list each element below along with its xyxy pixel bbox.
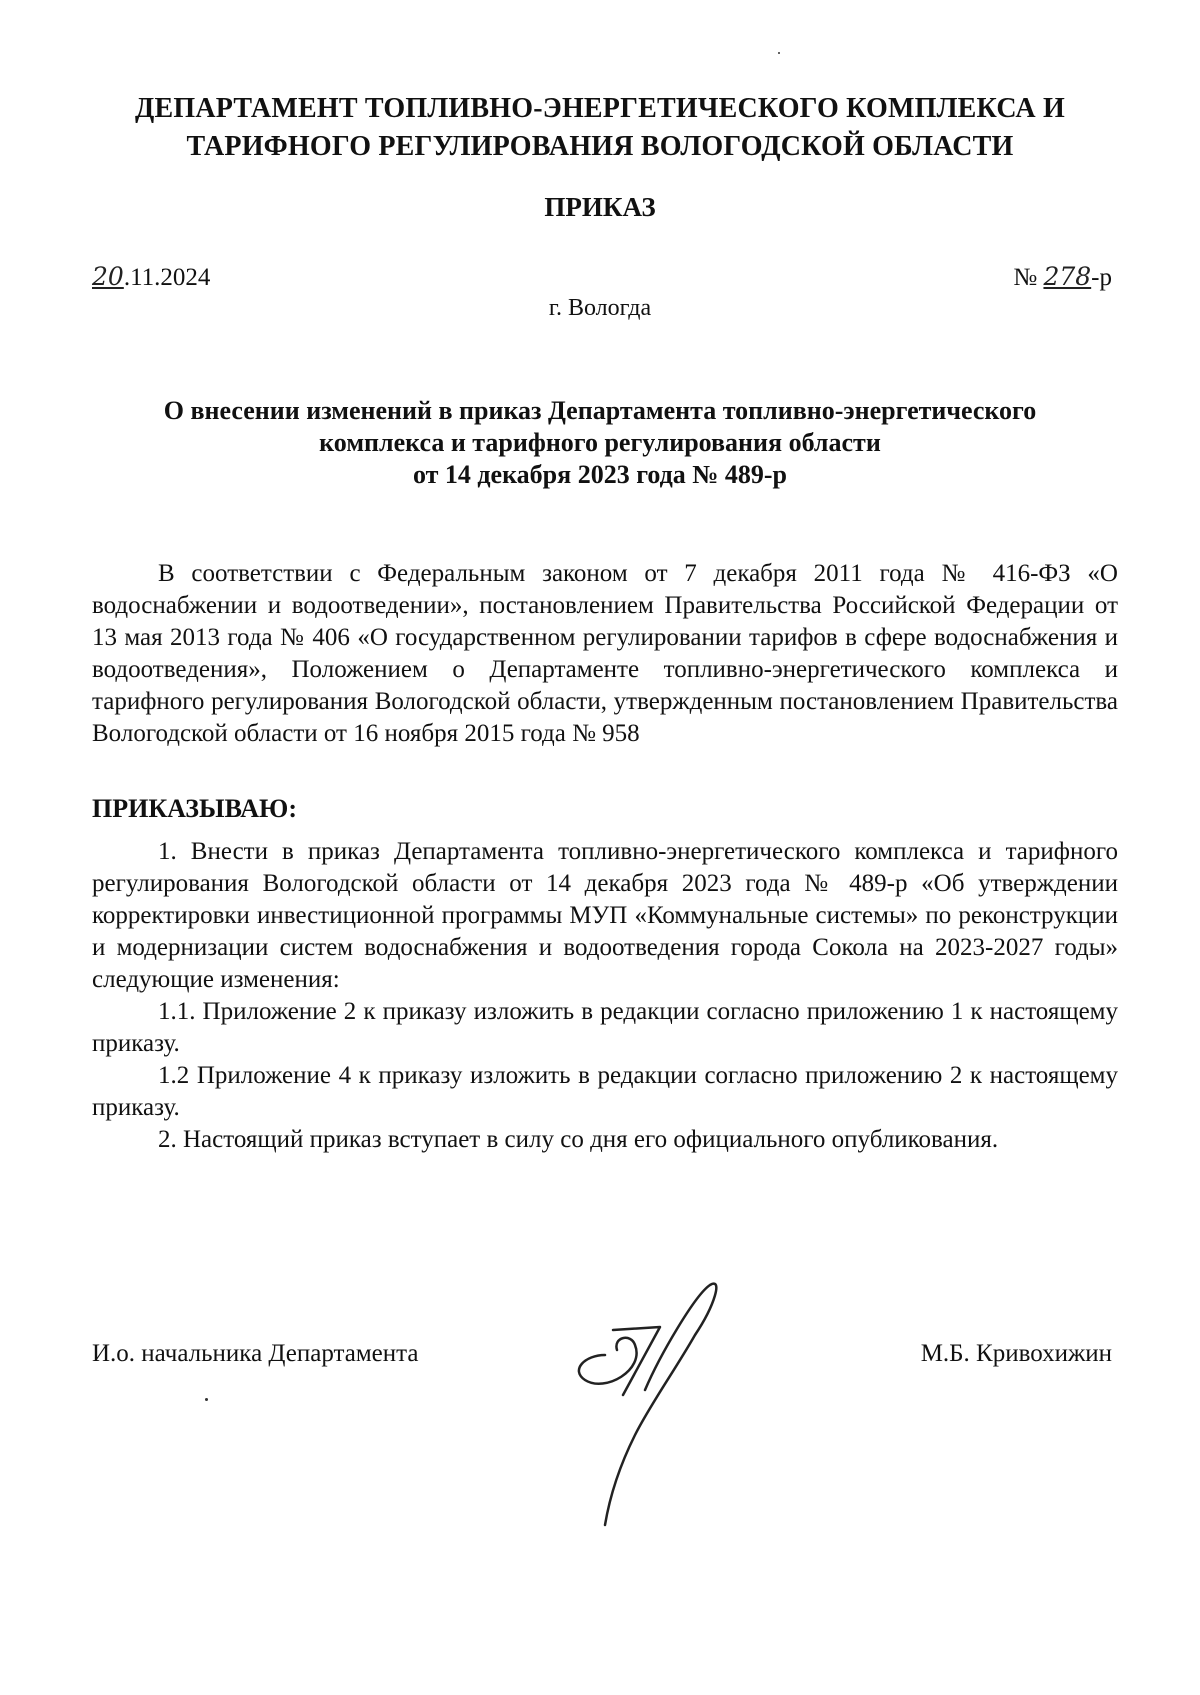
date-printed: .11.2024 — [123, 264, 211, 291]
order-item-2: 2. Настоящий приказ вступает в силу со дня его официального опубликования. — [158, 1126, 999, 1153]
order-word: ПРИКАЗЫВАЮ: — [92, 794, 297, 823]
date-handwritten-day: 20 — [92, 262, 124, 291]
order-date — [92, 262, 210, 292]
signatory-role: И.о. начальника Департамента — [92, 1340, 419, 1367]
order-title: ПРИКАЗ — [544, 192, 656, 222]
subject-line-2: комплекса и тарифного регулирования области — [319, 428, 881, 457]
scan-speck — [205, 1398, 208, 1401]
number-prefix: № — [1013, 264, 1038, 291]
number-suffix: -р — [1091, 264, 1112, 291]
handwritten-signature — [565, 1275, 765, 1535]
order-city: г. Вологда — [548, 295, 652, 321]
number-handwritten: 278 — [1043, 262, 1092, 291]
order-item-1-1: 1.1. Приложение 2 к приказу изложить в редакции согласно приложению 1 к настоящему приказу. — [92, 998, 1118, 1057]
order-items — [92, 836, 1118, 1156]
scan-speck — [778, 52, 780, 54]
order-subject — [100, 395, 1100, 491]
order-item-1: 1. Внести в приказ Департамента топливно-энергетического комплекса и тарифного регулирования Вологодской области от 14 декабря 2023 года № 489-р «Об утверждении корректировки инвестиционной программы МУП «Коммунальные системы» по реконструкции и модернизации систем водоснабжения и водоотведения города Сокола на 2023-2027 годы» следующие изменения: — [92, 838, 1118, 993]
preamble-text: В соответствии с Федеральным законом от 7 декабря 2011 года № 416-ФЗ «О водоснабжении и водоотведении», постановлением Правительства Российской Федерации от 13 мая 2013 года № 406 «О государственном регулировании тарифов в сфере водоснабжения и водоотведения», Положением о Департаменте топливно-энергетического комплекса и тарифного регулирования Вологодской области, утвержденным постановлением Правительства Вологодской области от 16 ноября 2015 года № 958 — [92, 560, 1118, 747]
subject-line-1: О внесении изменений в приказ Департамента топливно-энергетического — [163, 396, 1037, 425]
department-line-1: ДЕПАРТАМЕНТ ТОПЛИВНО-ЭНЕРГЕТИЧЕСКОГО КОМПЛЕКСА И — [135, 93, 1065, 124]
department-line-2: ТАРИФНОГО РЕГУЛИРОВАНИЯ ВОЛОГОДСКОЙ ОБЛАСТИ — [186, 131, 1014, 162]
signatory-name: М.Б. Кривохижин — [920, 1340, 1112, 1367]
preamble — [92, 558, 1118, 750]
order-number — [1013, 262, 1112, 292]
order-item-1-2: 1.2 Приложение 4 к приказу изложить в редакции согласно приложению 2 к настоящему приказу. — [92, 1062, 1118, 1121]
department-header — [80, 90, 1120, 166]
subject-line-3: от 14 декабря 2023 года № 489-р — [412, 460, 788, 489]
